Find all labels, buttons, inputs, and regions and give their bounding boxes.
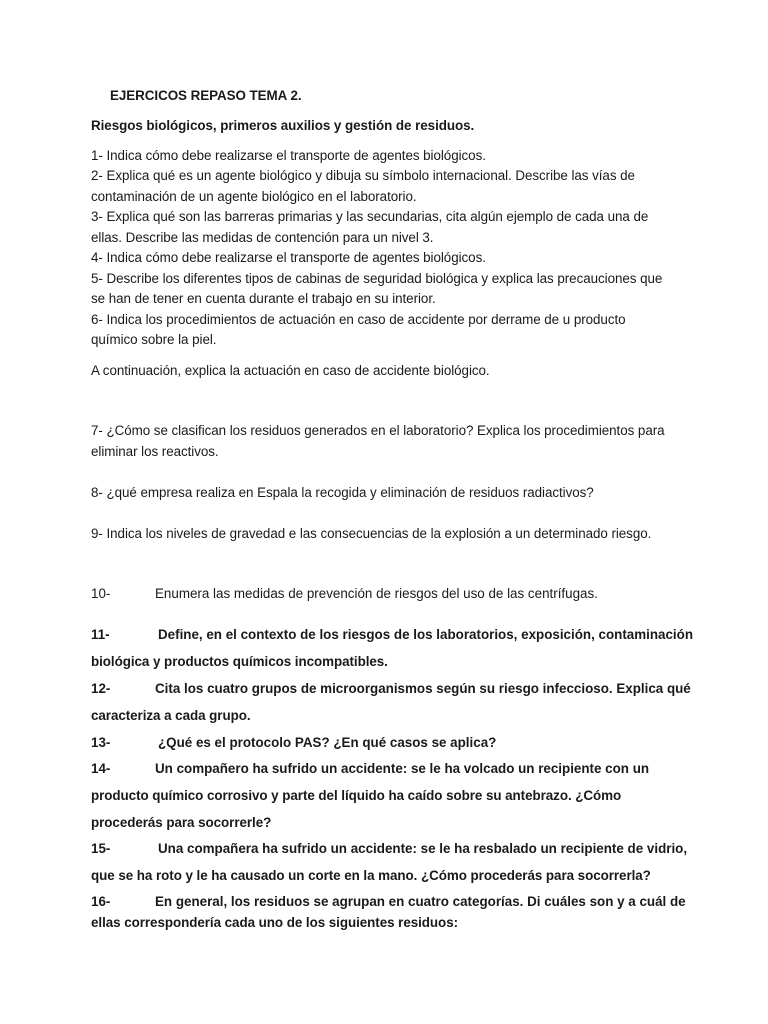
question-14-line-2: producto químico corrosivo y parte del líquido ha caído sobre su antebrazo. ¿Cómo xyxy=(91,788,622,803)
question-16-number: 16- xyxy=(91,894,111,909)
question-14-line-3: procederás para socorrerle? xyxy=(91,815,272,830)
question-16-line-1: En general, los residuos se agrupan en cuatro categorías. Di cuáles son y a cuál de xyxy=(155,894,686,909)
question-3-line-1: 3- Explica qué son las barreras primarias y las secundarias, cita algún ejemplo de cada una de xyxy=(91,209,649,224)
question-15-line-2: que se ha roto y le ha causado un corte en la mano. ¿Cómo procederás para socorrerla? xyxy=(91,868,651,883)
question-8: 8- ¿qué empresa realiza en Espala la recogida y eliminación de residuos radiactivos? xyxy=(91,485,594,500)
question-4: 4- Indica cómo debe realizarse el transporte de agentes biológicos. xyxy=(91,250,486,265)
question-7-line-1: 7- ¿Cómo se clasifican los residuos generados en el laboratorio? Explica los procedimientos para xyxy=(91,423,665,438)
question-11-line-1: Define, en el contexto de los riesgos de los laboratorios, exposición, contaminación xyxy=(158,627,694,642)
question-15-number: 15- xyxy=(91,841,111,856)
question-11-line-2: biológica y productos químicos incompatibles. xyxy=(91,654,388,669)
question-15-line-1: Una compañera ha sufrido un accidente: se le ha resbalado un recipiente de vidrio, xyxy=(158,841,688,856)
question-1: 1- Indica cómo debe realizarse el transporte de agentes biológicos. xyxy=(91,148,486,163)
question-12-line-1: Cita los cuatro grupos de microorganismos según su riesgo infeccioso. Explica qué xyxy=(155,681,691,696)
continuation-text: A continuación, explica la actuación en caso de accidente biológico. xyxy=(91,363,490,378)
question-10: Enumera las medidas de prevención de riesgos del uso de las centrífugas. xyxy=(155,586,598,601)
question-14-line-1: Un compañero ha sufrido un accidente: se le ha volcado un recipiente con un xyxy=(155,761,650,776)
question-6-line-1: 6- Indica los procedimientos de actuación en caso de accidente por derrame de u producto xyxy=(91,312,626,327)
document-title: EJERCICOS REPASO TEMA 2. xyxy=(110,88,302,103)
question-13-number: 13- xyxy=(91,735,111,750)
question-2-line-1: 2- Explica qué es un agente biológico y dibuja su símbolo internacional. Describe las vías de xyxy=(91,168,635,183)
question-12-line-2: caracteriza a cada grupo. xyxy=(91,708,251,723)
question-3-line-2: ellas. Describe las medidas de contención para un nivel 3. xyxy=(91,230,434,245)
question-10-number: 10- xyxy=(91,586,111,601)
question-2-line-2: contaminación de un agente biológico en el laboratorio. xyxy=(91,189,417,204)
question-12-number: 12- xyxy=(91,681,111,696)
question-13: ¿Qué es el protocolo PAS? ¿En qué casos se aplica? xyxy=(158,735,497,750)
question-5-line-1: 5- Describe los diferentes tipos de cabinas de seguridad biológica y explica las precauciones que xyxy=(91,271,663,286)
question-14-number: 14- xyxy=(91,761,111,776)
question-6-line-2: químico sobre la piel. xyxy=(91,332,217,347)
question-9: 9- Indica los niveles de gravedad e las consecuencias de la explosión a un determinado riesgo. xyxy=(91,526,652,541)
document-subtitle: Riesgos biológicos, primeros auxilios y gestión de residuos. xyxy=(91,118,475,133)
question-16-line-2: ellas correspondería cada uno de los siguientes residuos: xyxy=(91,915,458,930)
question-5-line-2: se han de tener en cuenta durante el trabajo en su interior. xyxy=(91,291,436,306)
question-11-number: 11- xyxy=(91,627,110,642)
question-7-line-2: eliminar los reactivos. xyxy=(91,444,219,459)
